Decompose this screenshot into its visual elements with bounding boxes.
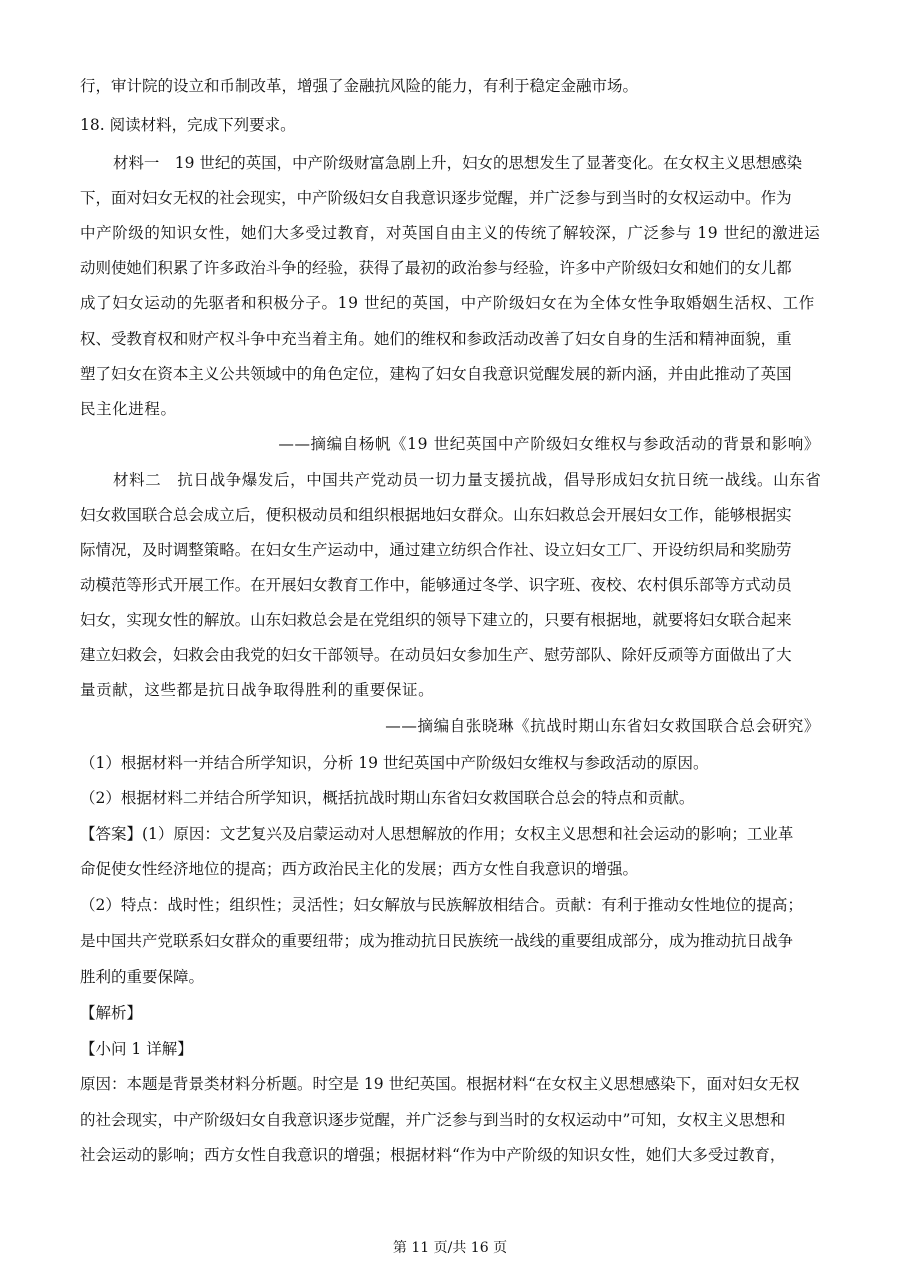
answer-line: 胜利的重要保障。 [80,968,205,986]
material-one-line: 中产阶级的知识女性，她们大多受过教育，对英国自由主义的传统了解较深，广泛参与 19 世纪的激进运 [80,224,821,242]
material-two-line: 妇女，实现女性的解放。山东妇救总会是在党组织的领导下建立的，只要有根据地，就要将妇女联合起来 [80,611,792,629]
material-one-line: 动则使她们积累了许多政治斗争的经验，获得了最初的政治参与经验，许多中产阶级妇女和她们的女儿都 [80,259,792,277]
analysis-line: 社会运动的影响；西方女性自我意识的增强；根据材料“作为中产阶级的知识女性，她们大多受过教育， [80,1146,786,1164]
material-two-line: 建立妇救会，妇救会由我党的妇女干部领导。在动员妇女参加生产、慰劳部队、除奸反顽等方面做出了大 [80,646,792,664]
question-part-2: （2）根据材料二并结合所学知识，概括抗战时期山东省妇女救国联合总会的特点和贡献。 [80,789,695,807]
answer-line: 命促使女性经济地位的提高；西方政治民主化的发展；西方女性自我意识的增强。 [80,860,639,878]
material-one-source: ——摘编自杨帆《19 世纪英国中产阶级妇女维权与参政活动的背景和影响》 [278,435,820,453]
text-line: 行，审计院的设立和币制改革，增强了金融抗风险的能力，有利于稳定金融市场。 [80,77,639,95]
material-one-line: 成了妇女运动的先驱者和积极分子。19 世纪的英国，中产阶级妇女在为全体女性争取婚姻生活权、工作 [80,294,815,312]
question-part-1: （1）根据材料一并结合所学知识，分析 19 世纪英国中产阶级妇女维权与参政活动的原因。 [80,754,709,772]
material-two-source: ——摘编自张晓琳《抗战时期山东省妇女救国联合总会研究》 [385,717,820,735]
analysis-line: 原因：本题是背景类材料分析题。时空是 19 世纪英国。根据材料“在女权主义思想感染下，面对妇女无权 [80,1075,800,1093]
answer-line: （2）特点：战时性；组织性；灵活性；妇女解放与民族解放相结合。贡献：有利于推动女性地位的提高； [80,896,803,914]
answer-line: 是中国共产党联系妇女群众的重要纽带；成为推动抗日民族统一战线的重要组成部分，成为推动抗日战争 [80,932,794,950]
answer-line: 【答案】(1）原因：文艺复兴及启蒙运动对人思想解放的作用；女权主义思想和社会运动的影响；工业革 [80,825,794,843]
material-one-line: 民主化进程。 [80,400,177,418]
material-one-line: 材料一 19 世纪的英国，中产阶级财富急剧上升，妇女的思想发生了显著变化。在女权主义思想感染 [113,154,803,172]
material-one-line: 塑了妇女在资本主义公共领域中的角色定位，建构了妇女自我意识觉醒发展的新内涵，并由此推动了英国 [80,365,792,383]
material-one-line: 下，面对妇女无权的社会现实，中产阶级妇女自我意识逐步觉醒，并广泛参与到当时的女权运动中。作为 [80,189,792,207]
material-two-line: 际情况，及时调整策略。在妇女生产运动中，通过建立纺织合作社、设立妇女工厂、开设纺织局和奖励劳 [80,541,792,559]
analysis-heading: 【解析】 [80,1004,143,1022]
material-one-line: 权、受教育权和财产权斗争中充当着主角。她们的维权和参政活动改善了妇女自身的生活和精神面貌，重 [80,330,792,348]
material-two-line: 材料二 抗日战争爆发后，中国共产党动员一切力量支援抗战，倡导形成妇女抗日统一战线。山东省 [113,471,822,489]
page-footer: 第 11 页/共 16 页 [392,1240,508,1256]
material-two-line: 量贡献，这些都是抗日战争取得胜利的重要保证。 [80,681,435,699]
material-two-line: 妇女救国联合总会成立后，便积极动员和组织根据地妇女群众。山东妇救总会开展妇女工作，能够根据实 [80,506,792,524]
question-heading: 18. 阅读材料，完成下列要求。 [80,116,296,134]
material-two-line: 动模范等形式开展工作。在开展妇女教育工作中，能够通过冬学、识字班、夜校、农村俱乐部等方式动员 [80,576,792,594]
subquestion-heading: 【小问 1 详解】 [80,1040,193,1058]
analysis-line: 的社会现实，中产阶级妇女自我意识逐步觉醒，并广泛参与到当时的女权运动中”可知，女权主义思想和 [80,1111,786,1129]
